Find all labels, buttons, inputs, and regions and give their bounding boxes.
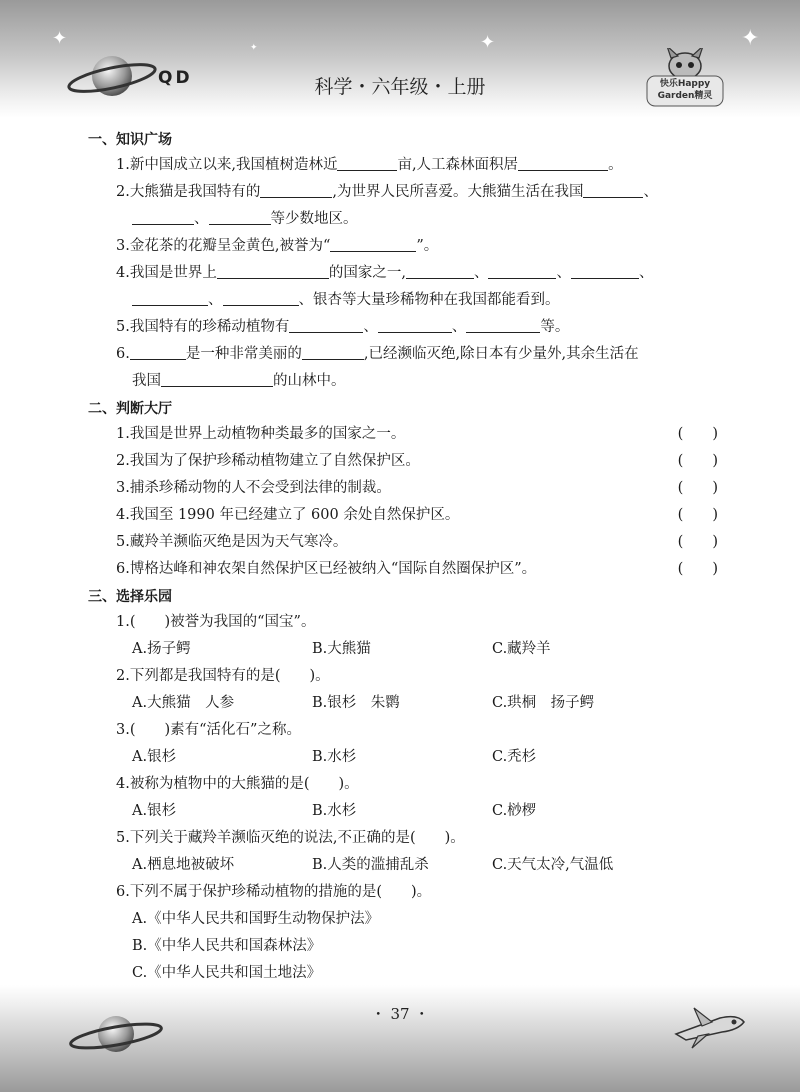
choice-option[interactable]: C.珙桐 扬子鳄 <box>492 695 595 711</box>
choice-option[interactable]: C.《中华人民共和国土地法》 <box>132 965 322 981</box>
section-title: 三、选择乐园 <box>88 589 172 605</box>
choice-option[interactable]: C.秃杉 <box>492 749 537 765</box>
answer-parentheses[interactable]: ( ) <box>677 534 718 550</box>
answer-blank[interactable] <box>132 289 208 306</box>
fill-question-5: 5.我国特有的珍稀动植物有 、 、 等。 <box>88 314 728 341</box>
choice-options <box>88 744 728 771</box>
judge-question: 4.我国至 1990 年已经建立了 600 余处自然保护区。 ( ) <box>88 502 728 529</box>
choice-option[interactable]: A.栖息地被破坏 <box>132 857 235 873</box>
answer-blank[interactable] <box>330 235 416 252</box>
answer-blank[interactable] <box>337 154 397 171</box>
choice-option[interactable]: C.藏羚羊 <box>492 641 551 657</box>
answer-parentheses[interactable]: ( ) <box>677 480 718 496</box>
answer-blank[interactable] <box>130 343 186 360</box>
answer-blank[interactable] <box>209 208 271 225</box>
answer-blank[interactable] <box>302 343 364 360</box>
fill-question-3: 3.金花茶的花瓣呈金黄色,被誉为“ ”。 <box>88 233 728 260</box>
answer-parentheses[interactable]: ( ) <box>677 426 718 442</box>
answer-blank[interactable] <box>260 181 332 198</box>
choice-option[interactable]: C.天气太冷,气温低 <box>492 857 614 873</box>
page-number: ・ 37 ・ <box>370 1005 430 1023</box>
answer-blank[interactable] <box>378 316 452 333</box>
answer-blank[interactable] <box>583 181 643 198</box>
star-icon: ✦ <box>250 43 258 53</box>
page-title: 科学・六年级・上册 <box>314 76 486 98</box>
answer-parentheses[interactable]: ( ) <box>677 507 718 523</box>
fill-question-2: 2.大熊猫是我国特有的 ,为世界人民所喜爱。大熊猫生活在我国 、 <box>88 179 728 206</box>
choice-option[interactable]: B.《中华人民共和国森林法》 <box>132 938 322 954</box>
choice-options <box>88 636 728 663</box>
choice-question-stem: 1.( )被誉为我国的“国宝”。 <box>116 614 316 630</box>
space-shuttle-icon <box>672 1000 748 1050</box>
answer-parentheses[interactable]: ( ) <box>677 453 718 469</box>
judge-question: 2.我国为了保护珍稀动植物建立了自然保护区。 ( ) <box>88 448 728 475</box>
judge-question: 6.博格达峰和神农架自然保护区已经被纳入“国际自然圈保护区”。 ( ) <box>88 556 728 583</box>
choice-option[interactable]: A.银杉 <box>132 803 177 819</box>
answer-blank[interactable] <box>161 370 273 387</box>
answer-blank[interactable] <box>466 316 540 333</box>
judge-question: 5.藏羚羊濒临灭绝是因为天气寒冷。 ( ) <box>88 529 728 556</box>
choice-option[interactable]: B.银杉 朱鹮 <box>312 695 400 711</box>
answer-blank[interactable] <box>518 154 608 171</box>
book-code: QD <box>158 68 193 88</box>
choice-option[interactable]: A.银杉 <box>132 749 177 765</box>
fill-question-6: 6. 是一种非常美丽的 ,已经濒临灭绝,除日本有少量外,其余生活在 <box>88 341 728 368</box>
fill-question-4: 4.我国是世界上 的国家之一, 、 、 、 <box>88 260 728 287</box>
choice-question-stem: 2.下列都是我国特有的是( )。 <box>116 668 330 684</box>
choice-question-stem: 4.被称为植物中的大熊猫的是( )。 <box>116 776 359 792</box>
choice-option[interactable]: A.大熊猫 人参 <box>132 695 235 711</box>
choice-options <box>88 852 728 879</box>
section-title: 二、判断大厅 <box>88 401 172 417</box>
choice-option[interactable]: B.水杉 <box>312 749 357 765</box>
choice-option[interactable]: B.水杉 <box>312 803 357 819</box>
choice-option[interactable]: A.《中华人民共和国野生动物保护法》 <box>132 911 380 927</box>
fill-question-1: 1.新中国成立以来,我国植树造林近 亩,人工森林面积居 。 <box>88 152 728 179</box>
judge-question: 1.我国是世界上动植物种类最多的国家之一。 ( ) <box>88 421 728 448</box>
answer-blank[interactable] <box>132 208 194 225</box>
choice-options <box>88 798 728 825</box>
answer-blank[interactable] <box>488 262 556 279</box>
answer-parentheses[interactable]: ( ) <box>677 561 718 577</box>
worksheet-content <box>88 126 728 987</box>
choice-option[interactable]: B.人类的滥捕乱杀 <box>312 857 429 873</box>
star-icon: ✦ <box>741 26 760 51</box>
choice-question-stem: 5.下列关于藏羚羊濒临灭绝的说法,不正确的是( )。 <box>116 830 465 846</box>
choice-option[interactable]: B.大熊猫 <box>312 641 371 657</box>
choice-option[interactable]: C.桫椤 <box>492 803 537 819</box>
star-icon: ✦ <box>480 32 496 53</box>
choice-question-stem: 3.( )素有“活化石”之称。 <box>116 722 301 738</box>
answer-blank[interactable] <box>406 262 474 279</box>
star-icon: ✦ <box>52 28 68 49</box>
section-title: 一、知识广场 <box>88 132 172 148</box>
choice-question-stem: 6.下列不属于保护珍稀动植物的措施的是( )。 <box>116 884 432 900</box>
fill-question-6-cont: 我国 的山林中。 <box>88 368 728 395</box>
answer-blank[interactable] <box>223 289 299 306</box>
answer-blank[interactable] <box>571 262 639 279</box>
fill-question-4-cont: 、 、银杏等大量珍稀物种在我国都能看到。 <box>88 287 728 314</box>
choice-option[interactable]: A.扬子鳄 <box>132 641 191 657</box>
planet-icon <box>68 1006 164 1062</box>
answer-blank[interactable] <box>289 316 363 333</box>
judge-question: 3.捕杀珍稀动物的人不会受到法律的制裁。 ( ) <box>88 475 728 502</box>
answer-blank[interactable] <box>217 262 329 279</box>
choice-options <box>88 690 728 717</box>
mascot-logo-text: 快乐Happy Garden精灵 <box>657 79 713 101</box>
fill-question-2-cont: 、 等少数地区。 <box>88 206 728 233</box>
